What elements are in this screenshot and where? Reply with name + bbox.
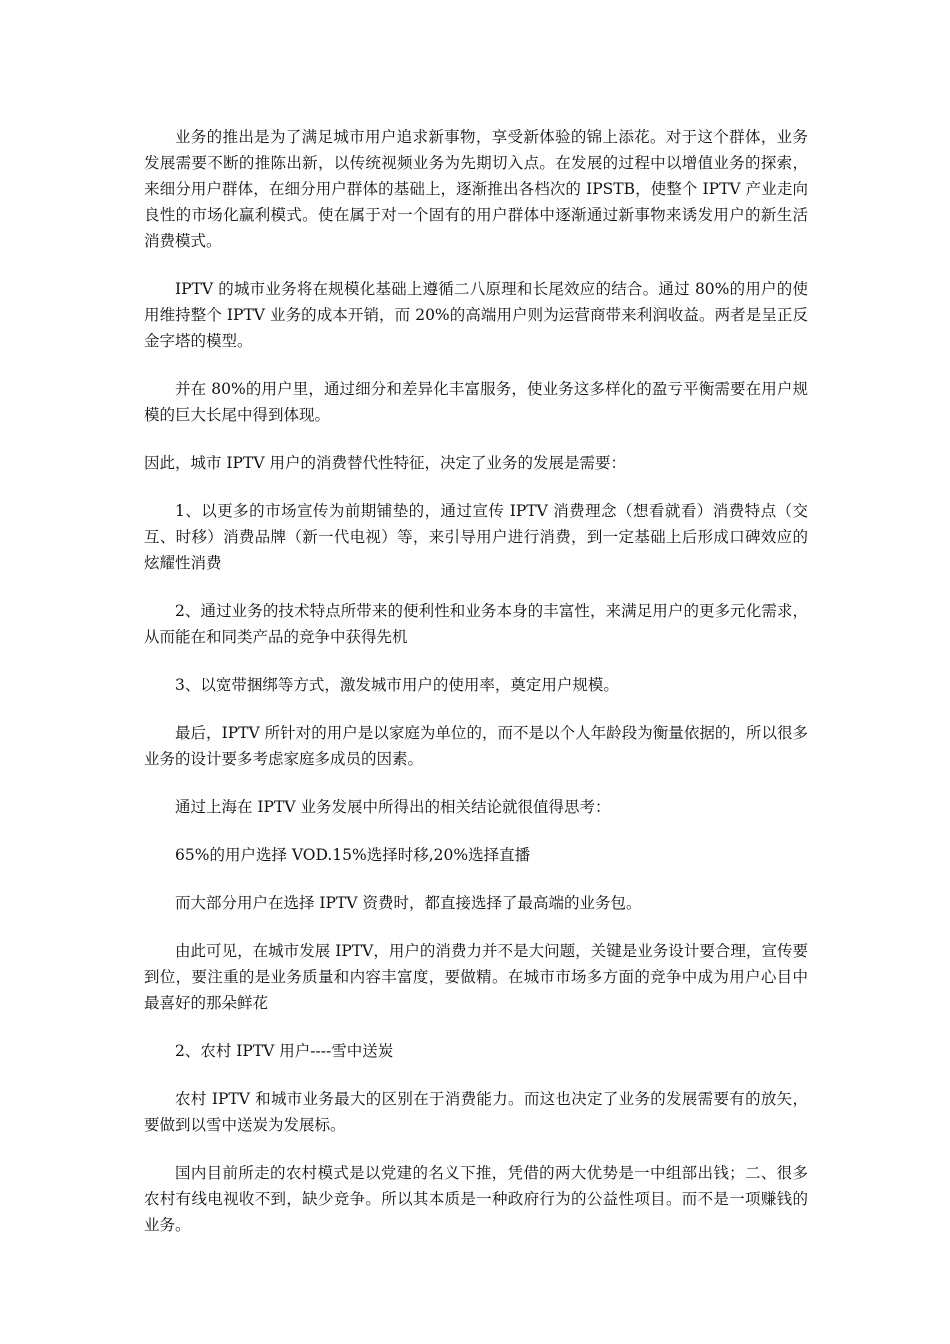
paragraph-1: 业务的推出是为了满足城市用户追求新事物，享受新体验的锦上添花。对于这个群体，业务发展需要不断的推陈出新，以传统视频业务为先期切入点。在发展的过程中以增值业务的探索，来细分用户群体，在细分用户群体的基础上，逐渐推出各档次的 IPSTB，使整个 IPTV 产业走向良性的市场化赢利模式。使在属于对一个固有的用户群体中逐渐通过新事物来诱发用户的新生活消费模式。 <box>144 128 808 250</box>
paragraph-2: IPTV 的城市业务将在规模化基础上遵循二八原理和长尾效应的结合。通过 80%的用户的使用维持整个 IPTV 业务的成本开销，而 20%的高端用户则为运营商带来利润收益。两者是呈正反金字塔的模型。 <box>144 280 808 350</box>
paragraph-9: 通过上海在 IPTV 业务发展中所得出的相关结论就很值得思考： <box>175 798 611 816</box>
paragraph-13: 2、农村 IPTV 用户----雪中送炭 <box>175 1042 394 1060</box>
paragraph-12: 由此可见，在城市发展 IPTV，用户的消费力并不是大问题，关键是业务设计要合理，宣传要到位，要注重的是业务质量和内容丰富度，要做精。在城市市场多方面的竞争中成为用户心目中最喜好的那朵鲜花 <box>144 942 808 1012</box>
paragraph-4: 因此，城市 IPTV 用户的消费替代性特征，决定了业务的发展是需要： <box>144 454 626 472</box>
paragraph-5: 1、以更多的市场宣传为前期铺垫的，通过宣传 IPTV 消费理念（想看就看）消费特点（交互、时移）消费品牌（新一代电视）等，来引导用户进行消费，到一定基础上后形成口碑效应的炫耀性消费 <box>144 502 808 572</box>
paragraph-14: 农村 IPTV 和城市业务最大的区别在于消费能力。而这也决定了业务的发展需要有的放矢，要做到以雪中送炭为发展标。 <box>144 1090 808 1134</box>
paragraph-7: 3、以宽带捆绑等方式，激发城市用户的使用率，奠定用户规模。 <box>175 676 619 694</box>
paragraph-11: 而大部分用户在选择 IPTV 资费时，都直接选择了最高端的业务包。 <box>175 894 642 912</box>
paragraph-6: 2、通过业务的技术特点所带来的便利性和业务本身的丰富性，来满足用户的更多元化需求，从而能在和同类产品的竞争中获得先机 <box>144 602 808 646</box>
paragraph-10: 65%的用户选择 VOD.15%选择时移,20%选择直播 <box>175 846 531 864</box>
document-body <box>144 124 808 1238</box>
paragraph-3: 并在 80%的用户里，通过细分和差异化丰富服务，使业务这多样化的盈亏平衡需要在用户规模的巨大长尾中得到体现。 <box>144 380 808 424</box>
paragraph-15: 国内目前所走的农村模式是以党建的名义下推，凭借的两大优势是一中组部出钱；二、很多农村有线电视收不到，缺少竞争。所以其本质是一种政府行为的公益性项目。而不是一项赚钱的业务。 <box>144 1164 808 1234</box>
paragraph-8: 最后，IPTV 所针对的用户是以家庭为单位的，而不是以个人年龄段为衡量依据的，所以很多业务的设计要多考虑家庭多成员的因素。 <box>144 724 808 768</box>
